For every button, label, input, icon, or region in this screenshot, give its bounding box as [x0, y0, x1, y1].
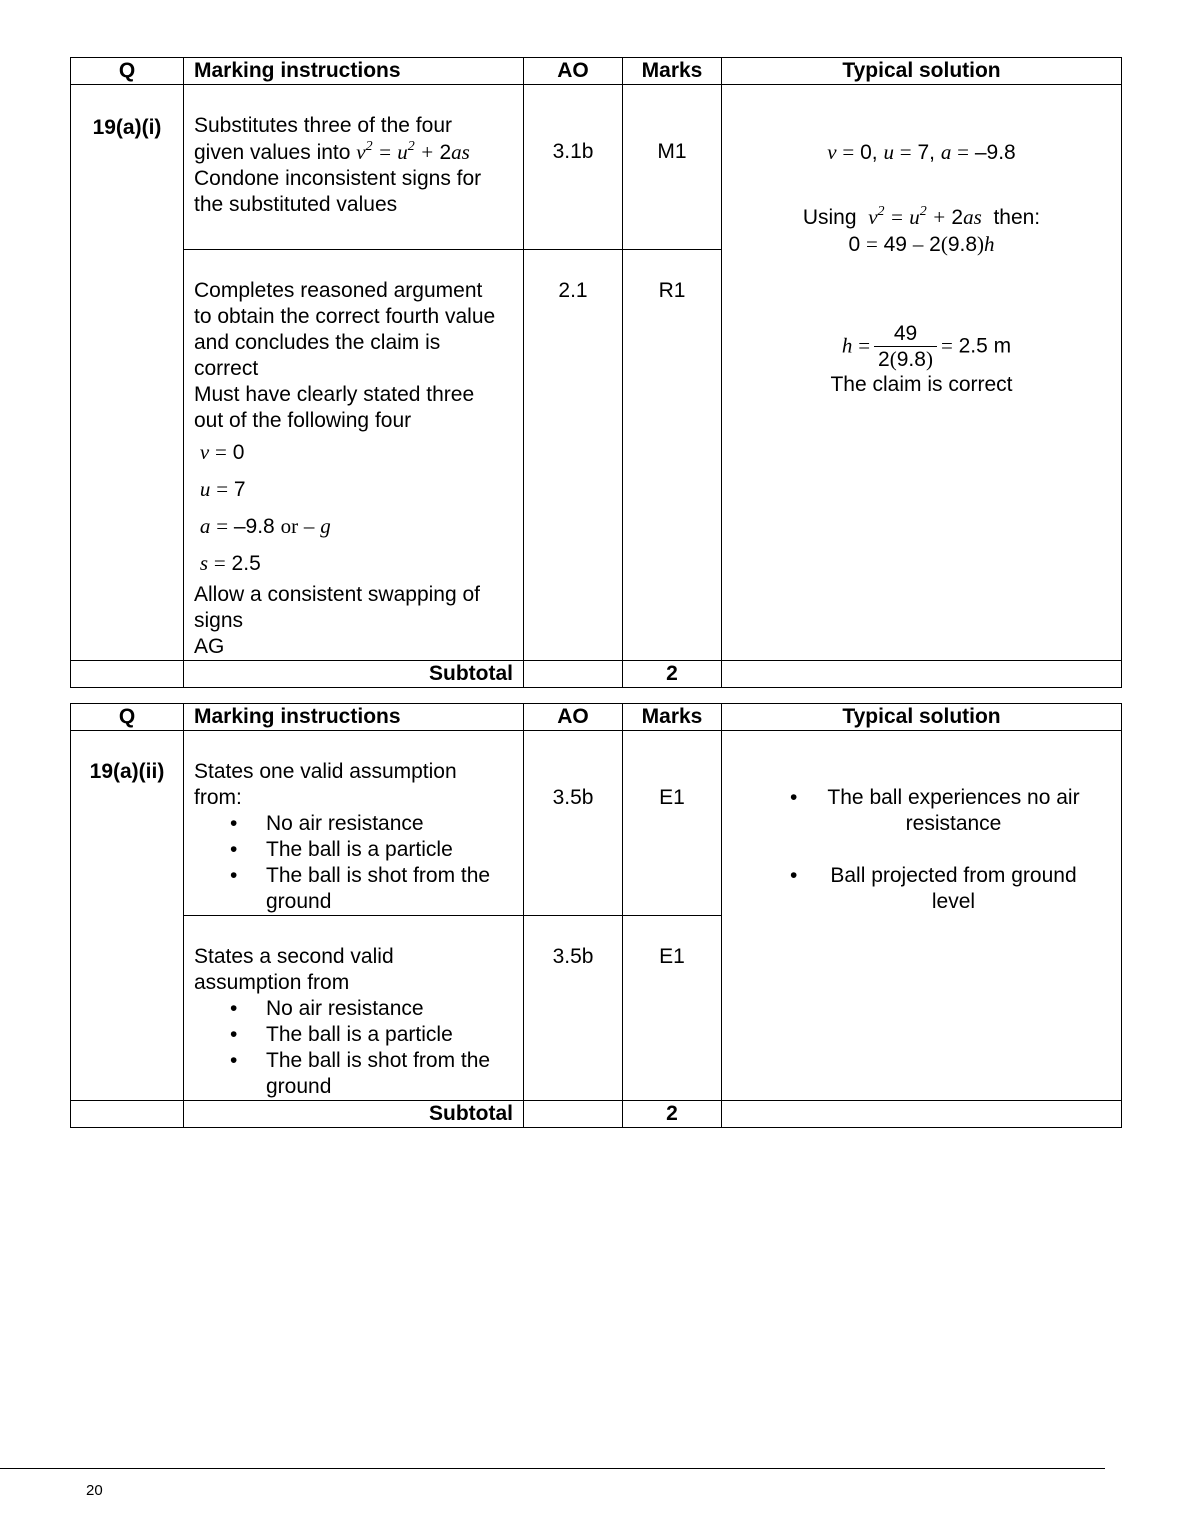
- value-u: u = 7: [199, 477, 246, 501]
- list-item: • No air resistance: [230, 997, 424, 1020]
- solution-h: h = $\frac{49}{2(9.8)}$ = 2.5 m: [841, 322, 1012, 371]
- mi-text: given values into $v^2 = u^2 + 2as$: [194, 139, 470, 164]
- mi-text: Completes reasoned argument: [194, 279, 483, 302]
- list-item: • No air resistance: [230, 812, 424, 835]
- solution-givens: v = 0, u = 7, a = –9.8: [827, 140, 1016, 164]
- mi-text: Substitutes three of the four: [194, 114, 452, 137]
- header-marks: Marks: [623, 58, 722, 85]
- list-item: • The ball experiences no air resistance: [790, 786, 1080, 835]
- equation: $v^2 = u^2 + 2as$: [356, 139, 470, 164]
- table-row: [71, 731, 1122, 916]
- subtotal-label: Subtotal: [184, 1101, 524, 1128]
- list-item: • The ball is shot from the ground: [230, 1049, 491, 1098]
- mi-text: correct: [194, 357, 259, 380]
- mi-text: the substituted values: [194, 193, 398, 216]
- header-row: [71, 704, 1122, 731]
- header-typical-solution: Typical solution: [722, 704, 1122, 731]
- subtotal-label: Subtotal: [184, 661, 524, 688]
- question-label: 19(a)(i): [71, 85, 184, 661]
- header-marking-instructions: Marking instructions: [184, 704, 524, 731]
- question-label: 19(a)(ii): [71, 731, 184, 1101]
- mi-text: signs: [194, 609, 244, 632]
- mi-text: States a second valid: [194, 945, 394, 968]
- mi-text: assumption from: [194, 971, 350, 994]
- marking-instruction: [184, 250, 524, 661]
- mi-text: States one valid assumption: [194, 760, 457, 783]
- subtotal-row: [71, 1101, 1122, 1128]
- marking-table-19ai: [70, 57, 1122, 688]
- list-item: • The ball is a particle: [230, 1023, 453, 1046]
- mi-text: Allow a consistent swapping of: [194, 583, 480, 606]
- header-marks: Marks: [623, 704, 722, 731]
- header-row: [71, 58, 1122, 85]
- header-marking-instructions: Marking instructions: [184, 58, 524, 85]
- subtotal-row: [71, 661, 1122, 688]
- marks-cell: E1: [623, 916, 722, 1101]
- marks-cell: E1: [623, 731, 722, 916]
- footer-divider: [0, 1468, 1105, 1469]
- ao-cell: 3.5b: [524, 731, 623, 916]
- page-number: 20: [86, 1482, 103, 1499]
- marking-instruction: [184, 85, 524, 250]
- solution-using: Using $v^2 = u^2 + 2as$ then:: [802, 204, 1041, 229]
- list-item: • Ball projected from ground level: [790, 864, 1077, 913]
- typical-solution: [722, 85, 1122, 661]
- header-typical-solution: Typical solution: [722, 58, 1122, 85]
- mi-text: AG: [194, 635, 225, 658]
- mi-text: to obtain the correct fourth value: [194, 305, 496, 328]
- mi-text: out of the following four: [194, 409, 412, 432]
- header-ao: AO: [524, 704, 623, 731]
- marks-cell: R1: [623, 250, 722, 661]
- value-s: s = 2.5: [199, 551, 261, 575]
- marking-table-19aii: [70, 703, 1122, 1128]
- ao-cell: 3.5b: [524, 916, 623, 1101]
- marks-cell: M1: [623, 85, 722, 250]
- ao-cell: 3.1b: [524, 85, 623, 250]
- mi-text: and concludes the claim is: [194, 331, 441, 354]
- list-item: • The ball is a particle: [230, 838, 453, 861]
- typical-solution: [722, 731, 1122, 1101]
- subtotal-marks: 2: [623, 1101, 722, 1128]
- subtotal-marks: 2: [623, 661, 722, 688]
- ao-cell: 2.1: [524, 250, 623, 661]
- solution-step: 0 = 49 – 2(9.8)h: [848, 232, 995, 256]
- header-q: Q: [71, 704, 184, 731]
- list-item: • The ball is shot from the ground: [230, 864, 491, 913]
- mi-text: from:: [194, 786, 242, 809]
- mi-text: Condone inconsistent signs for: [194, 167, 482, 190]
- solution-conclusion: The claim is correct: [830, 373, 1013, 396]
- mi-text: Must have clearly stated three: [194, 383, 475, 406]
- value-v: v = 0: [199, 440, 245, 464]
- table-row: [71, 85, 1122, 250]
- header-ao: AO: [524, 58, 623, 85]
- marking-instruction: [184, 731, 524, 916]
- marking-instruction: [184, 916, 524, 1101]
- value-a: a = –9.8 or – g: [199, 514, 331, 538]
- header-q: Q: [71, 58, 184, 85]
